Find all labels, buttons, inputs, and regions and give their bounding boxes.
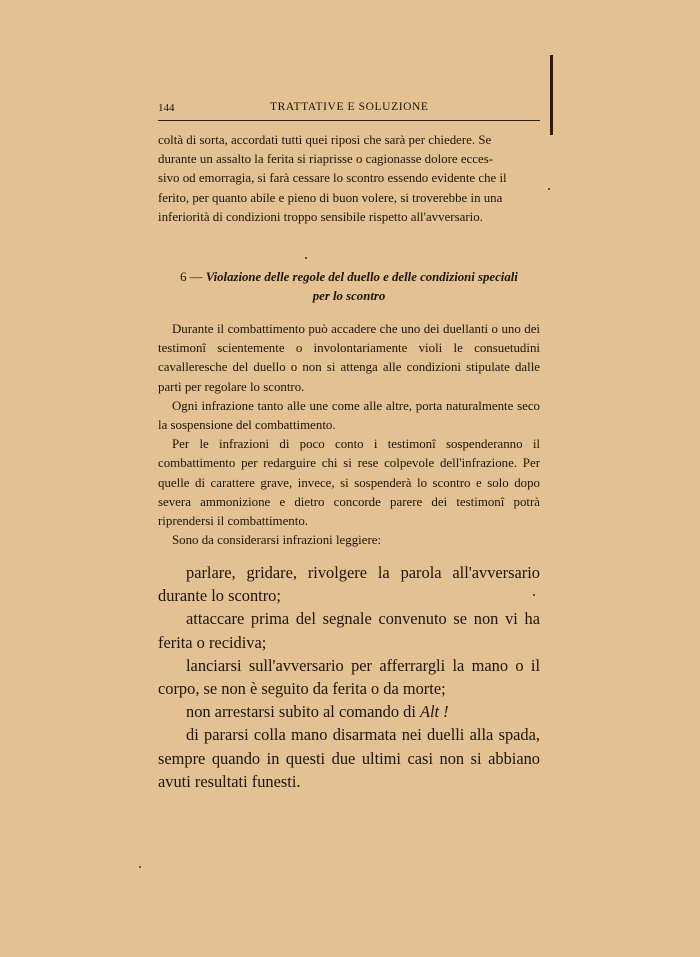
opening-line: ferito, per quanto abile e pieno di buon volere, si troverebbe in una <box>158 190 503 205</box>
section-heading <box>158 268 540 306</box>
body-paragraph: Sono da considerarsi infrazioni leggiere: <box>172 533 382 548</box>
section-number: 6 — <box>180 270 203 284</box>
running-title: TRATTATIVE E SOLUZIONE <box>270 101 429 113</box>
body-paragraph: Durante il combattimento può accadere che uno dei duellanti o uno dei testimonî scientemente o involontariamente violi le consuetudini cavalleresche del duello o non si attenga alle condizioni stipulate dalle parti per regolare lo scontro. <box>158 322 540 394</box>
section-body <box>158 320 540 550</box>
alt-prefix: non arrestarsi subito al comando di <box>186 702 420 722</box>
print-speck <box>305 257 307 259</box>
alt-command: Alt ! <box>419 702 449 722</box>
infractions-list <box>158 561 540 793</box>
print-speck <box>139 866 141 868</box>
opening-line: inferiorità di condizioni troppo sensibile rispetto all'avversario. <box>158 209 483 224</box>
page-number: 144 <box>158 102 175 114</box>
page-header <box>158 98 540 121</box>
body-paragraph: Ogni infrazione tanto alle une come alle altre, porta naturalmente seco la sospensione del combattimento. <box>158 398 540 433</box>
body-paragraph: Per le infrazioni di poco conto i testimonî sospenderanno il combattimento per redarguire chi si rese colpevole dell'infrazione. Per quelle di carattere grave, invece, si sospenderà lo scontro e solo dopo severa ammonizione e dietro concorde parere dei testimonî potrà riprendersi il combattimento. <box>158 437 540 529</box>
print-speck <box>533 594 535 596</box>
infraction-item: parlare, gridare, rivolgere la parola all'avversario durante lo scontro; <box>158 563 540 606</box>
infraction-item: lanciarsi sull'avversario per afferrargli la mano o il corpo, se non è seguito da ferita o da morte; <box>158 655 540 699</box>
section-title-line-1: Violazione delle regole del duello e delle condizioni speciali <box>205 270 518 284</box>
infraction-item: attaccare prima del segnale convenuto se non vi ha ferita o recidiva; <box>158 609 540 652</box>
opening-line: sivo od emorragia, si farà cessare lo scontro essendo evidente che il <box>158 171 507 186</box>
opening-line: durante un assalto la ferita si riaprisse o cagionasse dolore ecces- <box>158 152 494 167</box>
infraction-item-alt <box>158 700 540 723</box>
infraction-item: di pararsi colla mano disarmata nei duelli alla spada, sempre quando in questi due ultimi casi non si abbiano avuti resultati funesti. <box>158 725 540 791</box>
page-edge-mark <box>550 55 553 135</box>
opening-paragraph <box>158 131 540 227</box>
print-speck <box>548 188 550 190</box>
section-title-line-2: per lo scontro <box>312 289 386 303</box>
opening-line: coltà di sorta, accordati tutti quei riposi che sarà per chiedere. Se <box>158 133 492 147</box>
